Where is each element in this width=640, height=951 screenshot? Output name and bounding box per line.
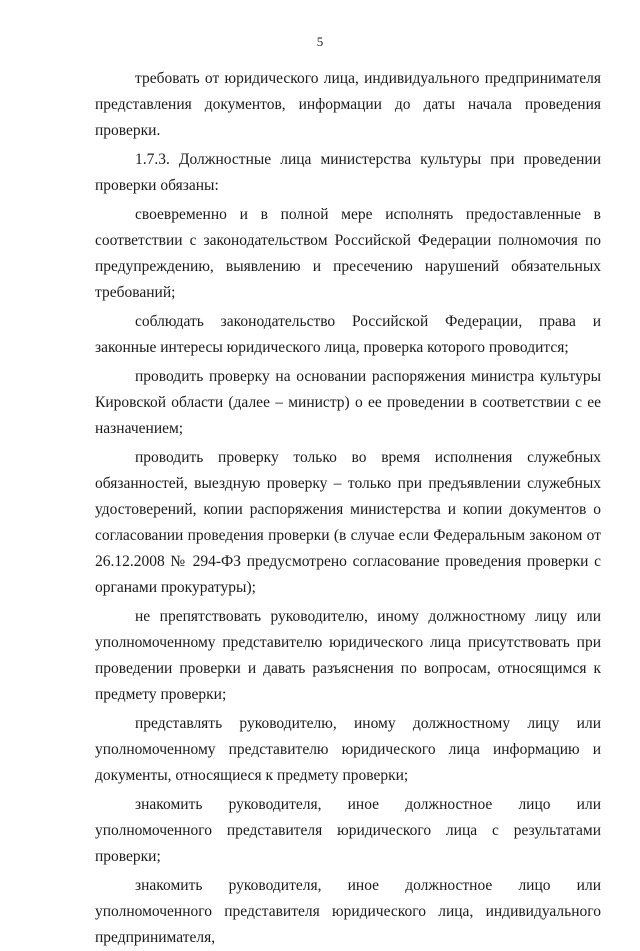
paragraph-6: проводить проверку только во время исполнения служебных обязанностей, выездную проверку – только при предъявлении служебных удостоверений, копии распоряжения министерства и копии документов о согласовании проведения проверки (в случае если Федеральным законом от 26.12.2008 № 294-ФЗ предусмотрено согласование проведения проверки с органами прокуратуры); (95, 449, 601, 596)
page-number: 5 (316, 34, 324, 49)
paragraph-1: требовать от юридического лица, индивидуального предпринимателя представления документов, информации до даты начала проведения проверки. (95, 70, 601, 139)
paragraph-9: знакомить руководителя, иное должностное лицо или уполномоченного представителя юридического лица с результатами проверки; (95, 796, 601, 865)
paragraph-7: не препятствовать руководителю, иному должностному лицу или уполномоченному представителю юридического лица присутствовать при проведении проверки и давать разъяснения по вопросам, относящимся к предмету проверки; (95, 608, 601, 703)
paragraph-10: знакомить руководителя, иное должностное лицо или уполномоченного представителя юридического лица, индивидуального предпринимателя, (95, 877, 601, 946)
paragraph-2: 1.7.3. Должностные лица министерства культуры при проведении проверки обязаны: (95, 151, 601, 194)
paragraph-8: представлять руководителю, иному должностному лицу или уполномоченному представителю юридического лица информацию и документы, относящиеся к предмету проверки; (95, 715, 601, 784)
document-body (95, 66, 601, 951)
paragraph-4: соблюдать законодательство Российской Федерации, права и законные интересы юридического лица, проверка которого проводится; (95, 313, 601, 356)
paragraph-3: своевременно и в полной мере исполнять предоставленные в соответствии с законодательством Российской Федерации полномочия по предупреждению, выявлению и пресечению нарушений обязательных требований; (95, 206, 601, 301)
paragraph-5: проводить проверку на основании распоряжения министра культуры Кировской области (далее – министр) о ее проведении в соответствии с ее назначением; (95, 368, 601, 437)
